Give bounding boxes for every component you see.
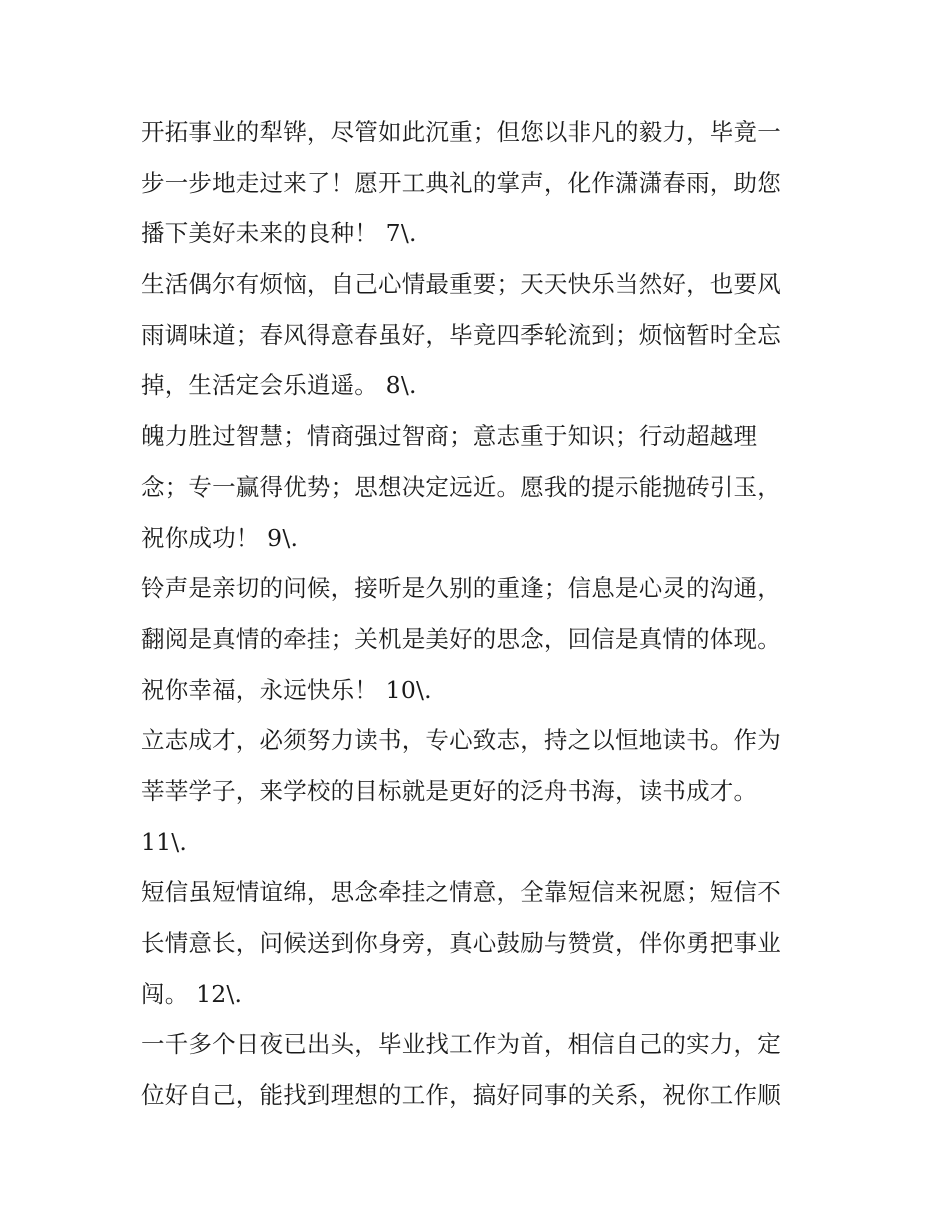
text-line: 11\. (141, 827, 188, 856)
text-line: 短信虽短情谊绵，思念牵挂之情意，全靠短信来祝愿；短信不 (141, 878, 781, 907)
text-line: 祝你成功！ 9\. (141, 523, 299, 552)
text-line: 掉，生活定会乐逍遥。 8\. (141, 371, 417, 400)
text-line: 雨调味道；春风得意春虽好，毕竟四季轮流到；烦恼暂时全忘 (141, 320, 781, 349)
text-line: 祝你幸福，永远快乐！ 10\. (141, 675, 432, 704)
text-line: 步一步地走过来了！愿开工典礼的掌声，化作潇潇春雨，助您 (141, 168, 781, 197)
text-line: 闯。 12\. (141, 979, 243, 1008)
text-line: 开拓事业的犁铧，尽管如此沉重；但您以非凡的毅力，毕竟一 (141, 118, 781, 146)
text-line: 生活偶尔有烦恼，自己心情最重要；天天快乐当然好，也要风 (141, 270, 781, 299)
text-line: 翻阅是真情的牵挂；关机是美好的思念，回信是真情的体现。 (141, 624, 781, 653)
text-line: 铃声是亲切的问候，接听是久别的重逢；信息是心灵的沟通， (141, 574, 781, 603)
text-line: 一千多个日夜已出头，毕业找工作为首，相信自己的实力，定 (141, 1030, 781, 1059)
text-line: 魄力胜过智慧；情商强过智商；意志重于知识；行动超越理 (141, 422, 758, 451)
text-line: 莘莘学子，来学校的目标就是更好的泛舟书海，读书成才。 (141, 776, 758, 805)
text-line: 长情意长，问候送到你身旁，真心鼓励与赞赏，伴你勇把事业 (141, 929, 781, 957)
text-line: 播下美好未来的良种！ 7\. (141, 219, 417, 248)
document-body (141, 107, 817, 1121)
text-line: 立志成才，必须努力读书，专心致志，持之以恒地读书。作为 (141, 726, 781, 755)
text-line: 位好自己，能找到理想的工作，搞好同事的关系，祝你工作顺 (141, 1081, 781, 1110)
text-line: 念；专一赢得优势；思想决定远近。愿我的提示能抛砖引玉， (141, 472, 781, 501)
